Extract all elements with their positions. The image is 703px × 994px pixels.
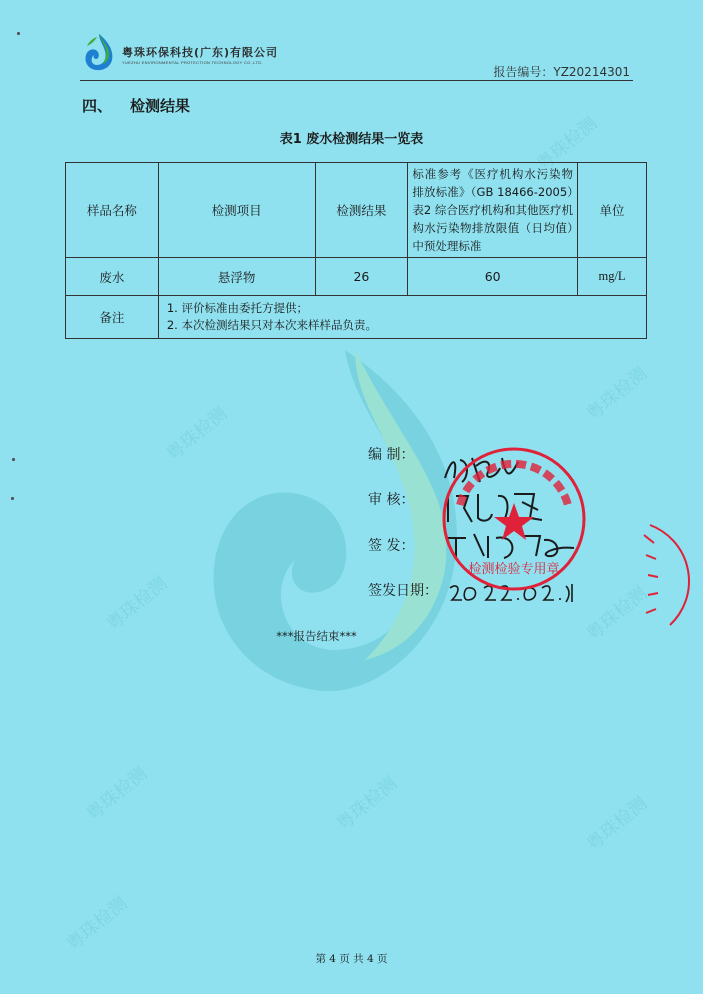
watermark-text: 粤珠检测 bbox=[582, 362, 652, 426]
header-item: 检测项目 bbox=[158, 163, 315, 258]
cell-sample: 废水 bbox=[66, 258, 159, 296]
seal-edge-stamp bbox=[640, 515, 703, 635]
note-item: 1. 评价标准由委托方提供； bbox=[166, 301, 308, 315]
notes-cell bbox=[158, 296, 646, 339]
page-footer: 第 4 页 共 4 页 bbox=[315, 953, 388, 965]
cell-standard: 60 bbox=[408, 258, 578, 296]
watermark-text: 粤珠检测 bbox=[62, 892, 132, 956]
header-standard: 标准参考《医疗机构水污染物排放标准》（GB 18466-2005）表2 综合医疗机构和其他医疗机构水污染物排放限值（日均值）中预处理标准 bbox=[408, 163, 578, 258]
watermark-text: 粤珠检测 bbox=[532, 112, 602, 176]
header-sample: 样品名称 bbox=[66, 163, 159, 258]
section-number: 四、 bbox=[82, 97, 113, 115]
header-result: 检测结果 bbox=[315, 163, 408, 258]
cell-item: 悬浮物 bbox=[158, 258, 315, 296]
approved-label: 签 发： bbox=[368, 538, 415, 554]
header-unit: 单位 bbox=[578, 163, 647, 258]
watermark-text: 粤珠检测 bbox=[102, 572, 172, 636]
table-header-row bbox=[66, 163, 647, 258]
note-item: 2. 本次检测结果只对本次来样样品负责。 bbox=[166, 318, 377, 332]
notes-label: 备注 bbox=[66, 296, 159, 339]
notes-row bbox=[66, 296, 647, 339]
scan-mark bbox=[12, 458, 15, 461]
section-title: 检测结果 bbox=[130, 97, 191, 115]
watermark-text: 粤珠检测 bbox=[332, 772, 402, 836]
reviewed-label: 审 核： bbox=[368, 492, 415, 508]
results-table bbox=[65, 162, 647, 339]
cell-unit: mg/L bbox=[578, 258, 647, 296]
watermark-text: 粤珠检测 bbox=[82, 762, 152, 826]
issue-date-label: 签发日期： bbox=[368, 583, 438, 599]
watermark-text: 粤珠检测 bbox=[162, 402, 232, 466]
company-seal-stamp bbox=[440, 445, 588, 593]
stamp-text: 检测检验专用章 bbox=[468, 562, 560, 577]
company-logo-icon bbox=[82, 32, 116, 72]
header-divider bbox=[80, 80, 633, 81]
table-row bbox=[66, 258, 647, 296]
report-number: 报告编号：YZ20214301 bbox=[493, 65, 630, 79]
report-end-marker bbox=[0, 628, 703, 644]
company-name-english: YUEZHU ENVIRONMENTAL PROTECTION TECHNOLOGY CO.,LTD. bbox=[122, 60, 263, 65]
scan-mark bbox=[11, 497, 14, 500]
watermark-text: 粤珠检测 bbox=[582, 792, 652, 856]
company-name: 粤珠环保科技(广东)有限公司 bbox=[122, 46, 279, 59]
table-caption: 表1 废水检测结果一览表 bbox=[279, 132, 424, 147]
scan-mark bbox=[17, 32, 20, 35]
cell-result: 26 bbox=[315, 258, 408, 296]
prepared-label: 编 制： bbox=[368, 447, 415, 463]
section-heading bbox=[82, 95, 190, 116]
report-end-text: ***报告结束*** bbox=[276, 629, 357, 643]
watermark-text: 粤珠检测 bbox=[582, 582, 652, 646]
